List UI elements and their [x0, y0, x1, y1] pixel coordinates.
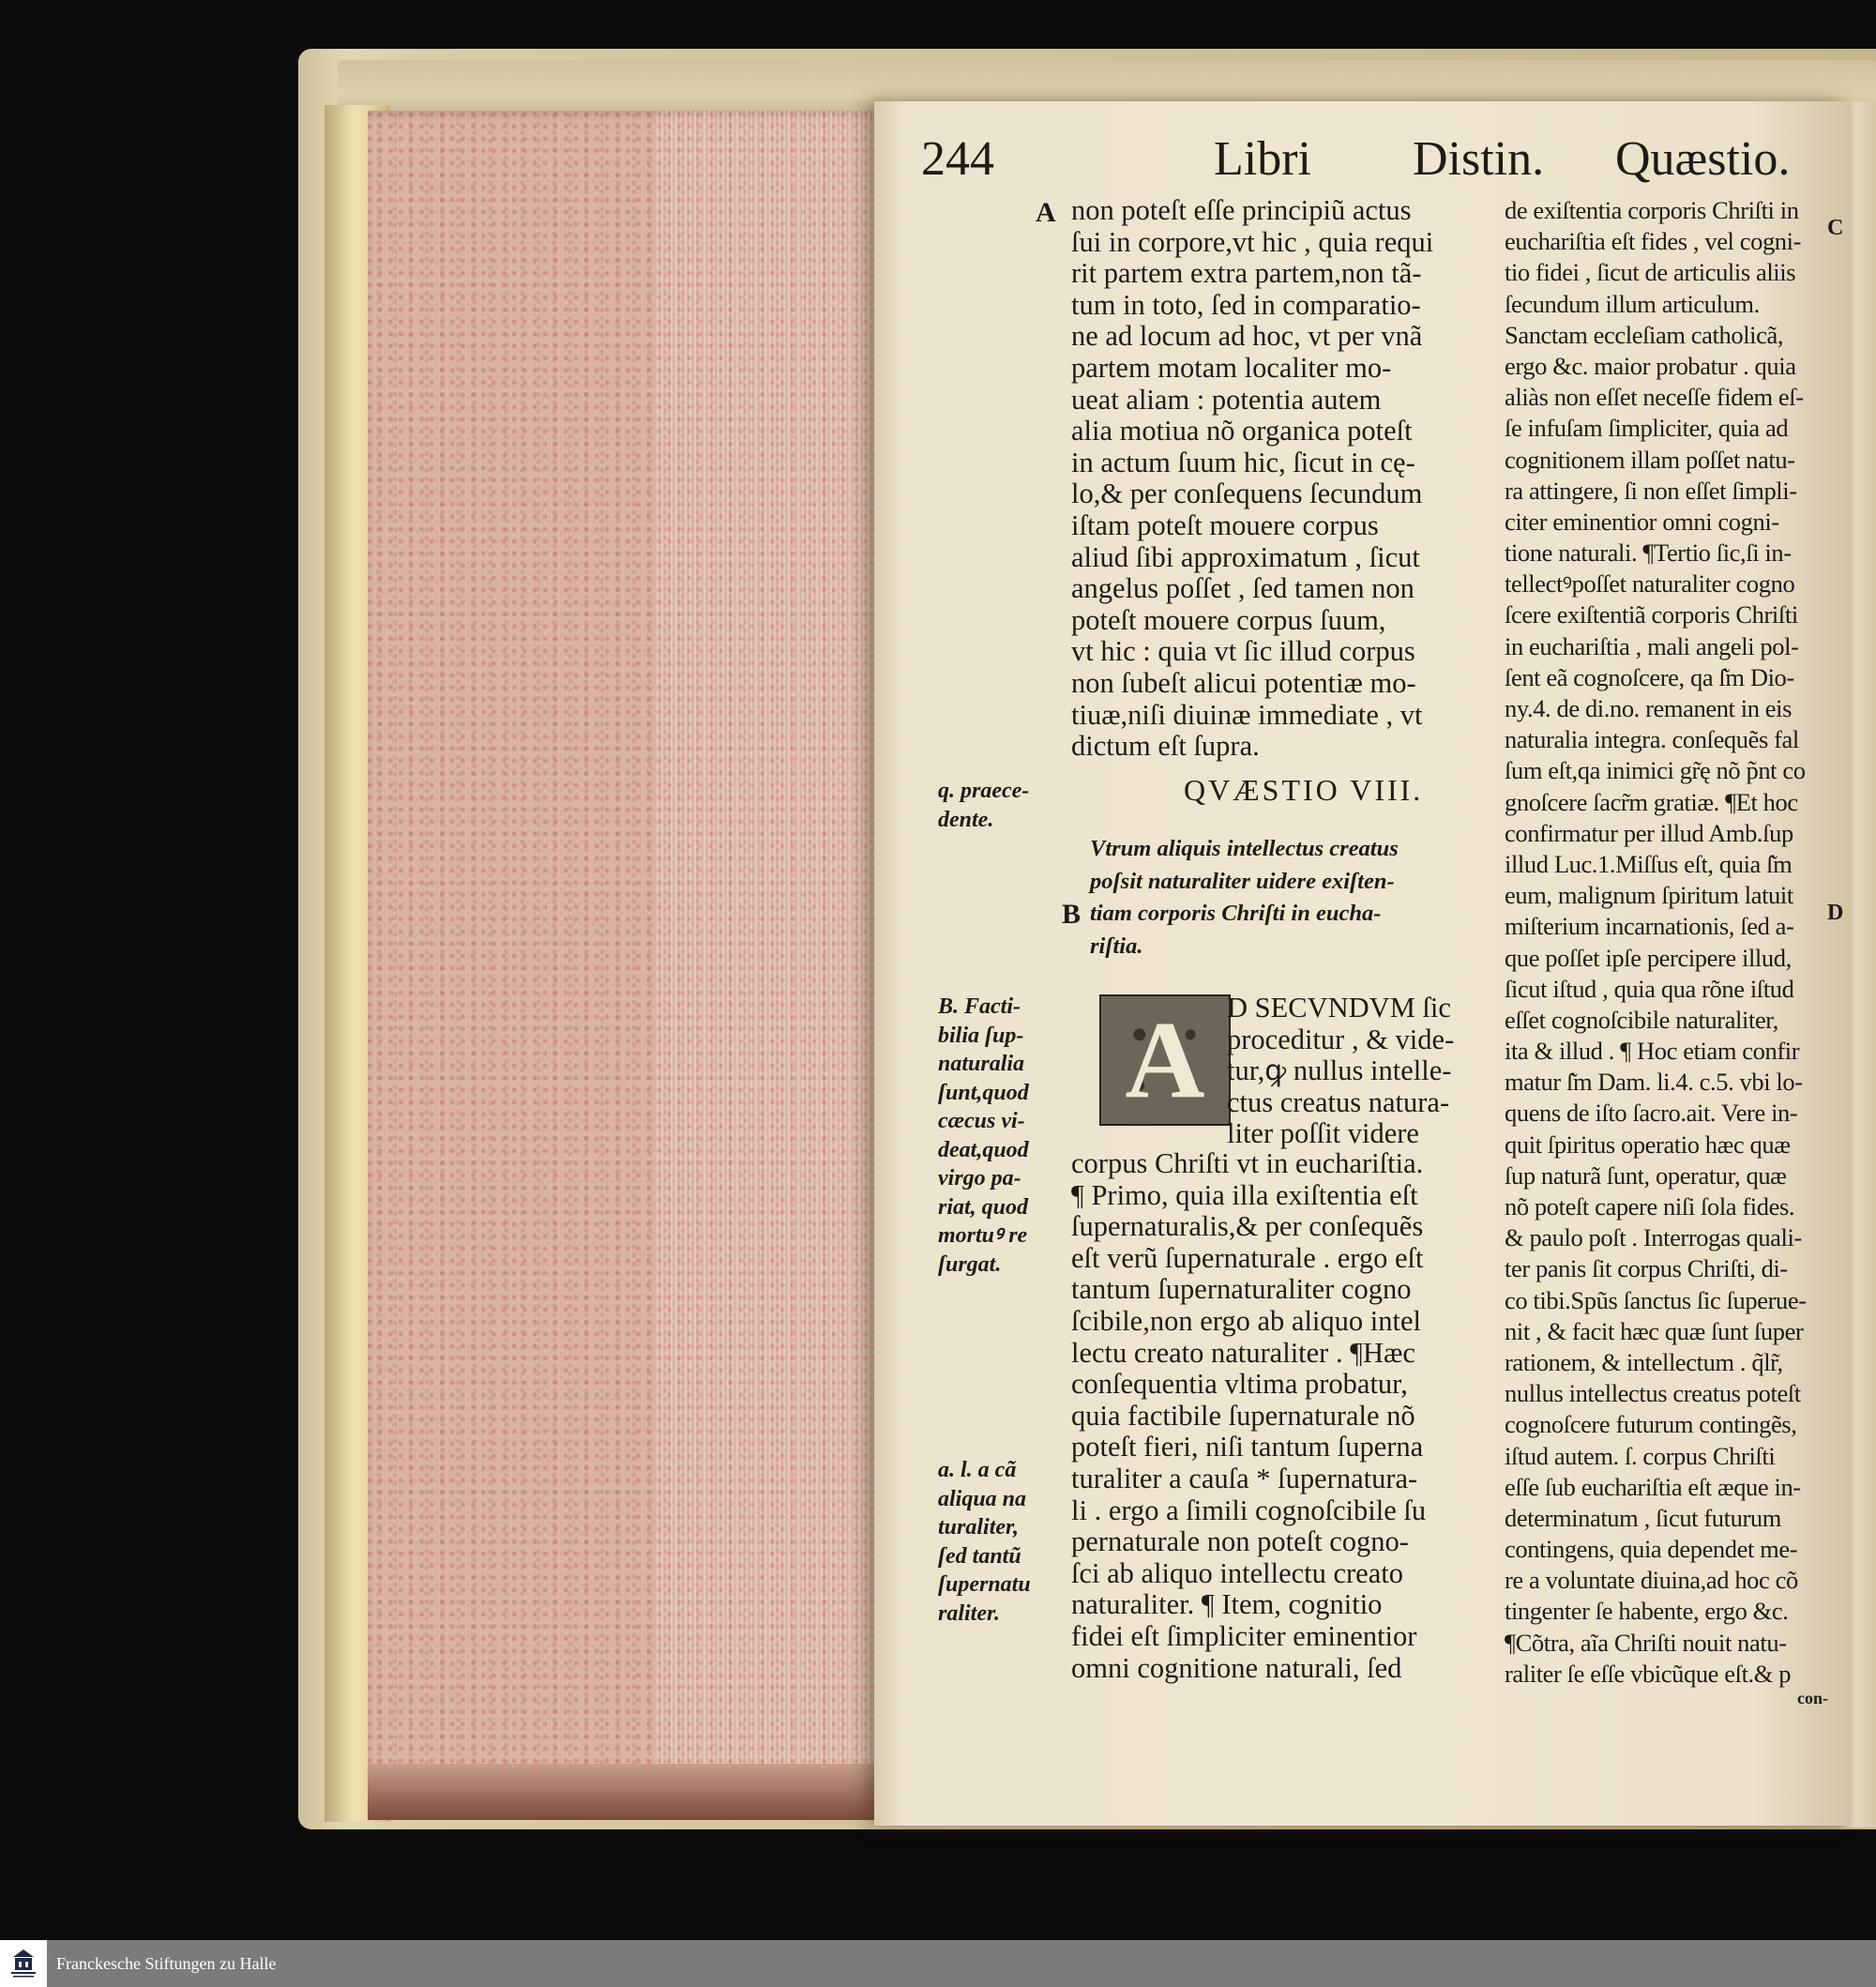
text-line: non ſubeſt alicui potentiæ mo- — [1071, 666, 1416, 699]
text-line: riat, quod — [938, 1194, 1029, 1220]
text-line: nõ poteſt capere niſi ſola fides. — [1505, 1192, 1795, 1221]
text-line: ny.4. de di.no. remanent in eis — [1505, 694, 1793, 722]
text-line: aliqua na — [938, 1486, 1027, 1511]
text-line: tio fidei , ſicut de articulis aliis — [1505, 258, 1796, 287]
text-line: ſui in corpore,vt hic , quia requi — [1071, 225, 1434, 258]
building-icon — [9, 1948, 38, 1979]
text-line: corpus Chriſti vt in euchariſtia. — [1071, 1147, 1424, 1179]
text-line: Sanctam eccleſiam catholicã, — [1505, 320, 1784, 349]
text-line: quens de iſto ſacro.ait. Vere in- — [1505, 1099, 1798, 1128]
text-line: de exiſtentia corporis Chriſti in — [1505, 196, 1799, 224]
text-line: citer eminentior omni cogni- — [1505, 507, 1779, 536]
text-line: raliter. — [938, 1600, 1001, 1626]
text-line: cognitionem illam poſſet natu- — [1505, 445, 1795, 474]
text-line: eum, malignum ſpiritum latuit — [1505, 881, 1793, 910]
text-line: ne ad locum ad hoc, vt per vnã — [1071, 320, 1423, 353]
running-head-quaestio: Quæstio. — [1615, 132, 1791, 186]
text-line: eſſe ſub euchariſtia eſt æque in- — [1505, 1472, 1801, 1501]
text-line: omni cognitione naturali, ſed — [1071, 1651, 1402, 1684]
text-line: li . ergo a ſimili cognoſcibile ſu — [1071, 1494, 1427, 1526]
text-line: pernaturale non poteſt cogno- — [1071, 1525, 1409, 1558]
text-line: raliter ſe eſſe vbicũque eſt.& p — [1505, 1659, 1792, 1688]
text-line: ſed tantũ — [938, 1543, 1021, 1569]
text-line: dente. — [938, 807, 994, 832]
left-column-top — [1071, 195, 1501, 763]
footer-bar — [0, 1940, 1876, 1987]
text-line: tiam corporis Chriſti in eucha- — [1090, 901, 1382, 927]
text-line: tingenter ſe habente, ergo &c. — [1505, 1597, 1789, 1626]
text-line: lectu creato naturaliter . ¶Hæc — [1071, 1336, 1415, 1369]
text-line: in actum ſuum hic, ſicut in cę- — [1071, 446, 1415, 478]
text-line: liter poſſit videre — [1227, 1117, 1419, 1150]
text-line: tur,ꝙ nullus intelle- — [1227, 1054, 1452, 1087]
text-line: deat,quod — [938, 1137, 1029, 1162]
text-line: tantum ſupernaturaliter cogno — [1071, 1273, 1412, 1306]
text-line: ſe infuſam ſimpliciter, quia ad — [1505, 414, 1789, 443]
text-line: iſtud autem. ſ. corpus Chriſti — [1505, 1441, 1776, 1470]
text-line: lo,& per conſequens ſecundum — [1071, 478, 1423, 510]
text-line: cæcus vi- — [938, 1109, 1025, 1133]
text-line: illud Luc.1.Miſſus eſt, quia ſ͂m — [1505, 849, 1793, 878]
text-line: ra attingere, ſi non eſſet ſimpli- — [1505, 476, 1797, 505]
text-line: miſterium incarnationis, ſed a- — [1505, 912, 1794, 941]
text-line: re a voluntate diuina,ad hoc cõ — [1505, 1566, 1798, 1595]
text-line: mortuꝰ re — [938, 1223, 1028, 1248]
page-edges-highlight — [657, 111, 882, 1781]
text-line: ſup naturã ſunt, operatur, quæ — [1505, 1160, 1787, 1190]
text-line: nullus intellectus creatus poteſt — [1505, 1379, 1801, 1408]
text-line: non poteſt eſſe principiũ actus — [1071, 194, 1412, 226]
text-line: ſcere exiſtentiã corporis Chriſti — [1505, 600, 1798, 629]
right-column — [1505, 195, 1852, 1690]
text-line: naturalia integra. conſequẽs fal — [1505, 725, 1799, 754]
text-line: poteſt fieri, niſi tantum ſuperna — [1071, 1431, 1424, 1464]
text-line: ita & illud . ¶ Hoc etiam confir — [1505, 1037, 1800, 1066]
text-line: gnoſcere ſacr̃m gratiæ. ¶Et hoc — [1505, 787, 1798, 816]
text-line: in euchariſtia , mali angeli pol- — [1505, 631, 1799, 660]
text-line: eſt verũ ſupernaturale . ergo eſt — [1071, 1241, 1424, 1274]
text-line: riſtia. — [1090, 933, 1143, 959]
text-line: co tibi.Spũs ſanctus ſic ſuperue- — [1505, 1285, 1807, 1314]
text-line: ſunt,quod — [938, 1080, 1029, 1105]
text-line: tum in toto, ſed in comparatio- — [1071, 288, 1421, 321]
section-marker-a: A — [1036, 197, 1056, 228]
text-line: cognoſcere futurum contingẽs, — [1505, 1410, 1797, 1439]
text-line: ſcibile,non ergo ab aliquo intel — [1071, 1304, 1421, 1337]
text-line: aliàs non eſſet neceſſe fidem eſ- — [1505, 383, 1804, 412]
text-line: matur ſ͂m Dam. li.4. c.5. vbi lo- — [1505, 1068, 1803, 1097]
text-line: alia motiua nõ organica poteſt — [1071, 415, 1413, 447]
text-line: tiuæ,niſi diuinæ immediate , vt — [1071, 698, 1423, 731]
text-line: que poſſet ipſe percipere illud, — [1505, 943, 1792, 972]
text-line: quit ſpiritus operatio hæc quæ — [1505, 1130, 1791, 1159]
text-line: proceditur , & vide- — [1227, 1023, 1455, 1055]
text-line: turaliter, — [938, 1515, 1020, 1540]
text-line: turaliter a cauſa * ſupernatura- — [1071, 1462, 1418, 1494]
text-line: rationem, & intellectum . q̃lr̃, — [1505, 1347, 1783, 1376]
text-line: contingens, quia dependet me- — [1505, 1535, 1798, 1564]
question-statement — [1090, 833, 1503, 963]
text-line: naturalia — [938, 1052, 1025, 1076]
margin-note-3 — [938, 1456, 1079, 1628]
initial-adjacent-text — [1227, 993, 1454, 1150]
text-line: ſurgat. — [938, 1251, 1002, 1277]
text-line: ſupernaturalis,& per conſequẽs — [1071, 1210, 1424, 1243]
text-line: B. Facti- — [938, 994, 1021, 1019]
text-line: iſtam poteſt mouere corpus — [1071, 508, 1379, 541]
text-line: determinatum , ſicut futurum — [1505, 1503, 1781, 1532]
text-line: ergo &c. maior probatur . quia — [1505, 351, 1796, 380]
text-line: Vtrum aliquis intellectus creatus — [1090, 836, 1399, 861]
text-line: ſent eã cognoſcere, qa ſ͂m Dio- — [1505, 662, 1794, 691]
text-line: quia factibile ſupernaturale nõ — [1071, 1399, 1415, 1432]
text-line: aliud ſibi approximatum , ſicut — [1071, 540, 1420, 573]
text-line: partem motam localiter mo- — [1071, 351, 1392, 384]
text-line: poteſt mouere corpus ſuum, — [1071, 603, 1386, 636]
text-line: q. praece- — [938, 779, 1030, 803]
text-line: conſequentia vltima probatur, — [1071, 1368, 1408, 1401]
running-head-libri: Libri — [1214, 132, 1311, 186]
text-line: ueat aliam : potentia autem — [1071, 383, 1382, 416]
text-line: ſecundum illum articulum. — [1505, 289, 1760, 318]
text-line: angelus poſſet , ſed tamen non — [1071, 572, 1415, 605]
section-marker-c: C — [1827, 216, 1844, 240]
text-line: confirmatur per illud Amb.ſup — [1505, 818, 1793, 847]
question-heading: QVÆSTIO VIII. — [1184, 773, 1424, 807]
text-line: eſſet cognoſcibile naturaliter, — [1505, 1005, 1778, 1034]
running-head-distin: Distin. — [1413, 132, 1545, 186]
catchword: con- — [1797, 1689, 1828, 1707]
text-line: dictum eſt ſupra. — [1071, 730, 1260, 763]
text-line: rit partem extra partem,non tã- — [1071, 257, 1422, 290]
text-line: ¶Cõtra, aĩa Chriſti nouit natu- — [1505, 1628, 1787, 1657]
text-line: ſicut iſtud , quia qua rõne iſtud — [1505, 974, 1794, 1003]
institution-name[interactable]: Franckesche Stiftungen zu Halle — [56, 1953, 277, 1973]
text-line: poſsit naturaliter uidere exiſten- — [1090, 868, 1395, 894]
institution-logo[interactable] — [0, 1940, 47, 1987]
text-line: a. l. a cã — [938, 1458, 1017, 1482]
text-line: naturaliter. ¶ Item, cognitio — [1071, 1588, 1383, 1621]
text-line: tellectꝰpoſſet naturaliter cogno — [1505, 569, 1795, 599]
decorated-initial — [1099, 994, 1231, 1126]
text-line: nit , & facit hæc quæ ſunt ſuper — [1505, 1316, 1804, 1345]
page-number: 244 — [921, 132, 994, 186]
section-marker-b: B — [1062, 899, 1082, 930]
text-line: tione naturali. ¶Tertio ſic,ſi in- — [1505, 538, 1792, 568]
initial-letter: A — [1125, 998, 1205, 1121]
margin-note-2 — [938, 993, 1079, 1279]
text-line: ſci ab aliquo intellectu creato — [1071, 1556, 1403, 1589]
text-line: ¶ Primo, quia illa exiſtentia eſt — [1071, 1178, 1418, 1211]
text-line: vt hic : quia vt ſic illud corpus — [1071, 635, 1415, 668]
text-line: bilia ſup- — [938, 1023, 1024, 1048]
text-line: euchariſtia eſt fides , vel cogni- — [1505, 227, 1802, 256]
text-line: ſupernatu — [938, 1572, 1031, 1597]
text-line: ctus creatus natura- — [1227, 1085, 1450, 1118]
text-line: virgo pa- — [938, 1166, 1021, 1191]
text-line: fidei eſt ſimpliciter eminentior — [1071, 1619, 1417, 1652]
text-line: D SECVNDVM ſic — [1227, 992, 1451, 1024]
left-column-bottom — [1071, 1148, 1503, 1684]
text-line: ter panis ſit corpus Chriſti, di- — [1505, 1254, 1788, 1283]
text-line: & paulo poſt . Interrogas quali- — [1505, 1223, 1802, 1252]
section-marker-d: D — [1827, 901, 1844, 925]
page-edges-bottom — [368, 1764, 912, 1820]
margin-note-1 — [938, 777, 1079, 834]
text-line: ſum eſt,qa inimici gr̃ę nõ p̃nt co — [1505, 756, 1806, 785]
